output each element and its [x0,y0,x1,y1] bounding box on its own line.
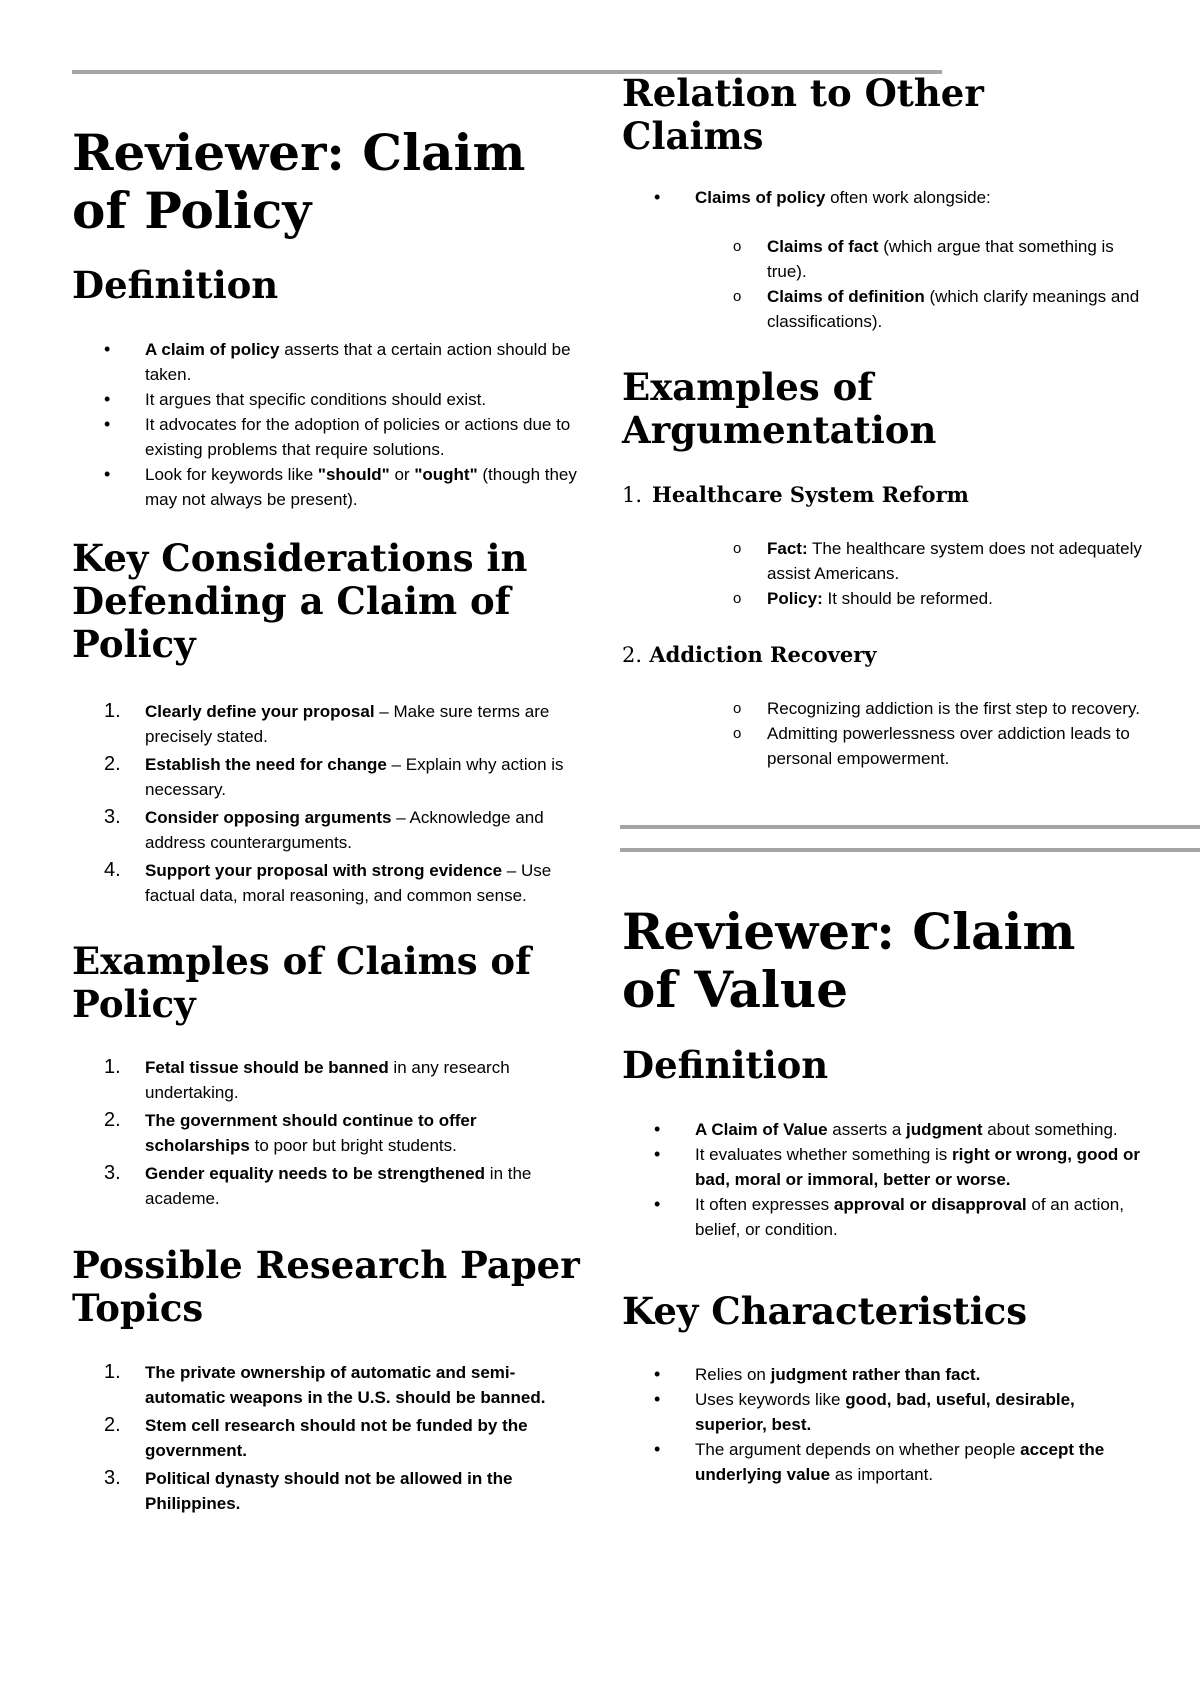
sub-list-item: o Claims of fact (which argue that something is true). [733,237,1114,281]
definition-heading: Definition [72,263,279,307]
argument-group-list [622,696,1142,771]
argumentation-heading: Examples of Argumentation [622,365,937,452]
list-item: 2. Establish the need for change – Explain why action is necessary. [104,753,564,799]
list-item: • It often expresses approval or disapproval of an action, belief, or condition. [654,1194,1124,1239]
list-item: 4. Support your proposal with strong evidence – Use factual data, moral reasoning, and common sense. [104,859,552,905]
sub-list-item: o Claims of definition (which clarify meanings and classifications). [733,287,1140,331]
sub-list-item: o Fact: The healthcare system does not adequately assist Americans. [733,539,1142,583]
definition-list [72,337,582,512]
list-item: 3. Political dynasty should not be allowed in the Philippines. [104,1467,513,1513]
list-item: 1. The private ownership of automatic and semi-automatic weapons in the U.S. should be banned. [104,1361,546,1407]
argument-group-title: 2. Addiction Recovery [622,642,877,667]
considerations-heading: Key Considerations in Defending a Claim of Policy [72,536,528,666]
value-definition-heading: Definition [622,1043,829,1087]
characteristics-heading: Key Characteristics [622,1289,1028,1333]
list-item: • A claim of policy asserts that a certain action should be taken. [104,339,571,384]
list-item: 3. Gender equality needs to be strengthened in the academe. [104,1162,532,1208]
list-item: • A Claim of Value asserts a judgment about something. [654,1119,1118,1139]
list-item: 2. The government should continue to offer scholarships to poor but bright students. [104,1109,477,1155]
characteristics-list [622,1362,1142,1487]
examples-list [72,1055,582,1211]
sub-list-item: o Recognizing addiction is the first step to recovery. [733,699,1140,718]
page-title: Reviewer: Claim of Policy [72,123,526,240]
examples-heading: Examples of Claims of Policy [72,939,532,1026]
list-item: • It argues that specific conditions should exist. [104,389,487,409]
argument-group-list [622,536,1142,611]
list-item: 2. Stem cell research should not be funded by the government. [104,1414,528,1460]
list-item: • It advocates for the adoption of policies or actions due to existing problems that require solutions. [104,414,571,459]
relation-list [622,185,1142,334]
list-item: • Relies on judgment rather than fact. [654,1364,981,1384]
list-item: • Look for keywords like "should" or "ought" (though they may not always be present). [104,464,577,509]
section-rule-1 [620,825,1200,829]
considerations-list [72,699,582,908]
argument-group-title: 1. Healthcare System Reform [622,482,969,507]
list-item: 1. Fetal tissue should be banned in any research undertaking. [104,1056,510,1102]
list-item: 1. Clearly define your proposal – Make sure terms are precisely stated. [104,700,550,746]
topics-list [72,1360,582,1516]
list-item: 3. Consider opposing arguments – Acknowledge and address counterarguments. [104,806,544,852]
list-item: • It evaluates whether something is right or wrong, good or bad, moral or immoral, better or worse. [654,1144,1140,1189]
list-item: • The argument depends on whether people accept the underlying value as important. [654,1439,1105,1484]
sub-list-item: o Policy: It should be reformed. [733,589,993,608]
value-title: Reviewer: Claim of Value [622,902,1076,1019]
section-rule-2 [620,848,1200,852]
relation-heading: Relation to Other Claims [622,71,984,158]
list-item: • Claims of policy often work alongside: [654,187,991,207]
topics-heading: Possible Research Paper Topics [72,1243,580,1330]
list-item: • Uses keywords like good, bad, useful, desirable, superior, best. [654,1389,1075,1434]
sub-list-item: o Admitting powerlessness over addiction leads to personal empowerment. [733,724,1130,768]
value-definition-list [622,1117,1142,1242]
